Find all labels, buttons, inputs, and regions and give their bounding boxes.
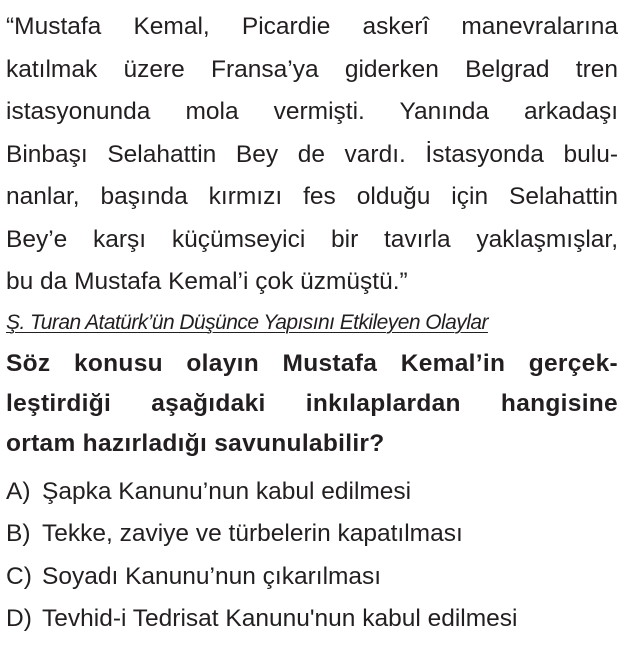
- option-b[interactable]: [6, 513, 618, 556]
- option-letter: D): [6, 605, 32, 632]
- option-text: Tekke, zaviye ve türbelerin kapatılması: [42, 520, 463, 547]
- option-text: Şapka Kanunu’nun kabul edilmesi: [42, 477, 412, 505]
- question-line: Söz konusu olayın Mustafa Kemal’in gerçek-: [6, 349, 618, 377]
- quote-passage: [6, 0, 618, 304]
- question-line: leştirdiği aşağıdaki inkılaplardan hangisine: [6, 389, 618, 417]
- passage-line: Bey’e karşı küçümseyici bir tavırla yaklaşmışlar,: [6, 225, 618, 253]
- option-letter: B): [6, 520, 31, 547]
- answer-options: [6, 471, 618, 641]
- passage-line: “Mustafa Kemal, Picardie askerî manevralarına: [6, 13, 618, 40]
- option-letter: C): [6, 562, 32, 590]
- question-page: [6, 0, 618, 641]
- option-letter: A): [6, 477, 31, 505]
- question-line: ortam hazırladığı savunulabilir?: [6, 429, 385, 457]
- passage-line: istasyonunda mola vermişti. Yanında arkadaşı: [6, 98, 618, 125]
- question-stem: [6, 344, 618, 464]
- passage-line: katılmak üzere Fransa’ya giderken Belgrad tren: [6, 55, 618, 83]
- option-c[interactable]: [6, 556, 618, 599]
- passage-line: bu da Mustafa Kemal’i çok üzmüştü.”: [6, 268, 408, 295]
- option-text: Tevhid-i Tedrisat Kanunu'nun kabul edilmesi: [42, 605, 518, 632]
- option-text: Soyadı Kanunu’nun çıkarılması: [42, 562, 382, 590]
- option-d[interactable]: [6, 598, 618, 641]
- source-citation: Ş. Turan Atatürk’ün Düşünce Yapısını Etkileyen Olaylar: [6, 310, 488, 334]
- option-a[interactable]: [6, 471, 618, 514]
- passage-line: nanlar, başında kırmızı fes olduğu için Selahattin: [6, 183, 618, 210]
- passage-line: Binbaşı Selahattin Bey de vardı. İstasyonda bulu-: [6, 140, 618, 168]
